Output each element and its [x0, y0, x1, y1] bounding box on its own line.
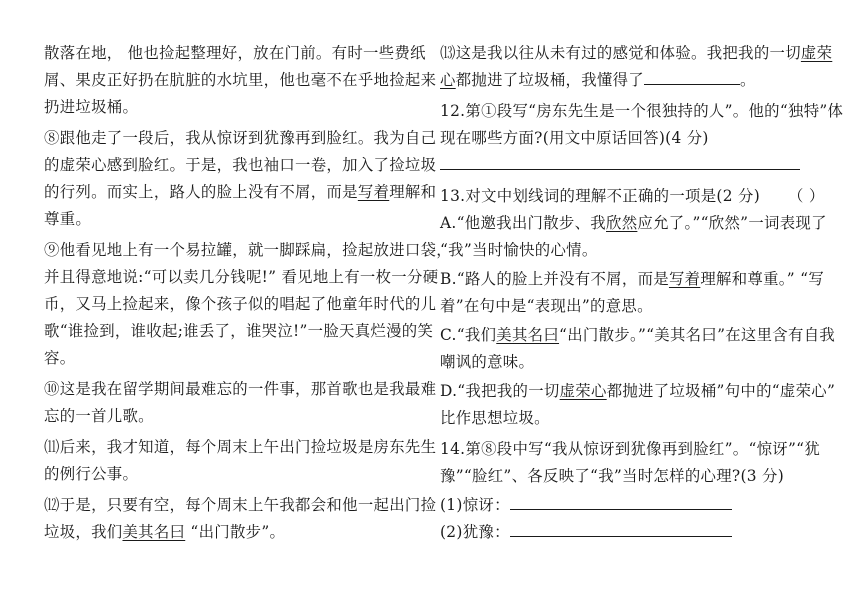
underlined-word: 写着 [668, 270, 701, 288]
text-line [440, 67, 830, 94]
option-b-line [440, 266, 830, 293]
option-d-line [440, 378, 836, 405]
paragraph-9-line: ⑨他看见地上有一个易拉罐，就一脚踩扁，捡起放进口袋， [44, 241, 452, 259]
answer-blank[interactable] [644, 69, 740, 85]
answer-row-hesitation [440, 519, 830, 546]
text-line: “我”当时愉快的心情。 [440, 241, 598, 259]
answer-blank[interactable] [510, 521, 732, 537]
text-line: 比作思想垃圾。 [440, 409, 550, 427]
text-line: 并且得意地说:“可以卖几分钱呢!” 看见地上有一枚一分硬 [44, 268, 439, 286]
text-span: ⒀这是我以往从未有过的感觉和体验。我把我的一切 [440, 44, 801, 62]
underlined-word: 美其名曰 [122, 523, 186, 541]
answer-blank[interactable] [510, 494, 732, 510]
text-line: 扔进垃圾桶。 [44, 98, 139, 116]
underlined-word: 虚荣心 [559, 382, 607, 400]
question-14-line: 14.第⑧段中写“我从惊讶到犹像再到脸红”。“惊讶”“犹 [440, 440, 821, 458]
text-line: 散落在地， 他也捡起整理好，放在门前。有时一些费纸 [44, 44, 426, 62]
text-line: 现在哪些方面?(用文中原话回答)(4 分) [440, 129, 709, 147]
answer-line[interactable] [440, 152, 830, 179]
underlined-word: 美其名曰 [496, 326, 560, 344]
text-line: 尊重。 [44, 210, 92, 228]
text-span: “出门散步”。 [185, 523, 286, 541]
text-span: 理解和尊重。” “写 [700, 270, 825, 288]
paragraph-10-line: ⑩这是我在留学期间最难忘的一件事，那首歌也是我最难 [44, 380, 437, 398]
answer-paren[interactable]: （ ） [788, 187, 825, 205]
text-line: 忘的一首儿歌。 [44, 407, 154, 425]
text-line: 嘲讽的意味。 [440, 353, 535, 371]
answer-rule [440, 169, 800, 170]
text-span: D.“我把我的一切 [440, 382, 560, 400]
underlined-word: 虚荣 [800, 44, 833, 62]
text-span: 应允了。”“欣然”一词表现了 [637, 214, 827, 232]
text-span: A.“他邀我出门散步、我 [440, 214, 606, 232]
text-span: 理解和 [389, 183, 437, 201]
text-span: (2)犹豫： [440, 523, 510, 541]
right-column [440, 40, 844, 546]
paragraph-12-line: ⑿于是，只要有空，每个周末上午我都会和他一起出门捡 [44, 496, 437, 514]
text-line [44, 519, 424, 546]
text-line: 容。 [44, 349, 76, 367]
paragraph-13-line [440, 40, 833, 67]
text-line: 歌“谁捡到，谁收起;谁丢了，谁哭泣!”一脸天真烂漫的笑 [44, 322, 434, 340]
text-line: 的例行公事。 [44, 465, 139, 483]
text-span: 都抛进了垃圾桶”句中的“虚荣心” [606, 382, 836, 400]
left-column [44, 40, 452, 546]
text-span: 13.对文中划线词的理解不正确的一项是(2 分) [440, 187, 761, 205]
text-span: (1)惊讶： [440, 496, 510, 514]
text-span: 都抛进了垃圾桶，我懂得了 [455, 71, 644, 89]
paragraph-8-line: ⑧跟他走了一段后，我从惊讶到犹豫再到脸红。我为自己 [44, 129, 437, 147]
underlined-word: 写着 [357, 183, 390, 201]
text-span: “出门散步。”“美其名曰”在这里含有自我 [559, 326, 836, 344]
answer-row-surprise [440, 492, 830, 519]
underlined-word: 心 [440, 71, 456, 89]
paragraph-11-line: ⑾后来，我才知道，每个周末上午出门捡垃圾是房东先生 [44, 438, 437, 456]
text-line: 的虚荣心感到脸红。于是，我也袖口一卷，加入了捡垃圾 [44, 156, 437, 174]
question-13-line [440, 183, 830, 210]
option-c-line [440, 322, 836, 349]
text-line: 币，又马上捡起来，像个孩子似的唱起了他童年时代的儿 [44, 295, 437, 313]
option-a-line [440, 210, 830, 237]
text-span: 垃圾，我们 [44, 523, 123, 541]
underlined-word: 欣然 [606, 214, 638, 232]
text-span: 。 [740, 71, 756, 89]
text-span: C.“我们 [440, 326, 497, 344]
text-line: 屑、果皮正好扔在肮脏的水坑里，他也毫不在乎地捡起来 [44, 71, 437, 89]
text-line [44, 179, 437, 206]
text-line: 豫”“脸红”、各反映了“我”当时怎样的心理?(3 分) [440, 467, 785, 485]
text-line: 着”在句中是“表现出”的意思。 [440, 297, 653, 315]
text-span: B.“路人的脸上并没有不屑，而是 [440, 270, 669, 288]
question-12-line: 12.第①段写“房东先生是一个很独持的人”。他的“独特”体 [440, 102, 844, 120]
text-span: 的行列。而实上，路人的脸上没有不屑，而是 [44, 183, 358, 201]
